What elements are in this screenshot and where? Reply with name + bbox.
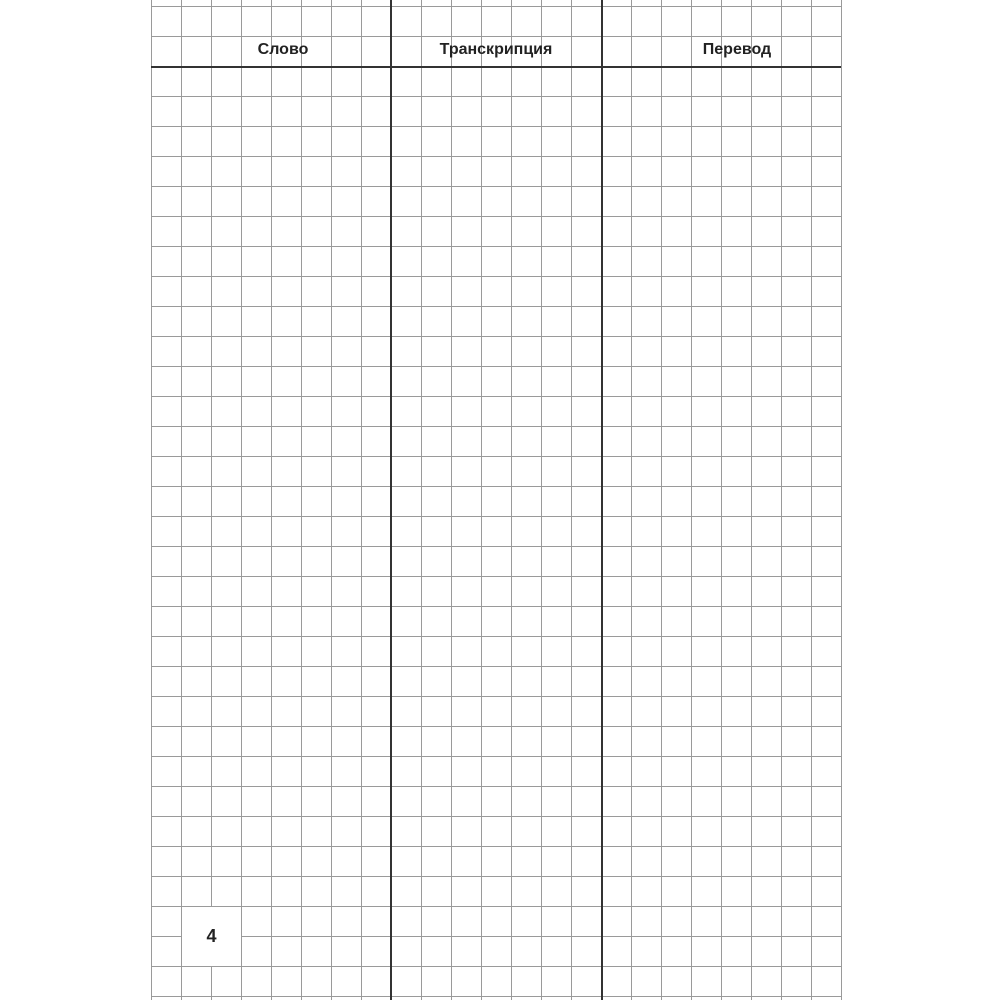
grid-right-edge [841, 0, 842, 1000]
column-header-word: Слово [257, 41, 309, 58]
column-divider-1 [390, 0, 392, 1000]
column-header-transcription: Транскрипция [439, 41, 553, 58]
grid-paper [151, 0, 841, 1000]
column-divider-2 [601, 0, 603, 1000]
header-rule [151, 66, 841, 68]
page-number: 4 [182, 907, 241, 966]
column-header-translation: Перевод [702, 41, 772, 58]
